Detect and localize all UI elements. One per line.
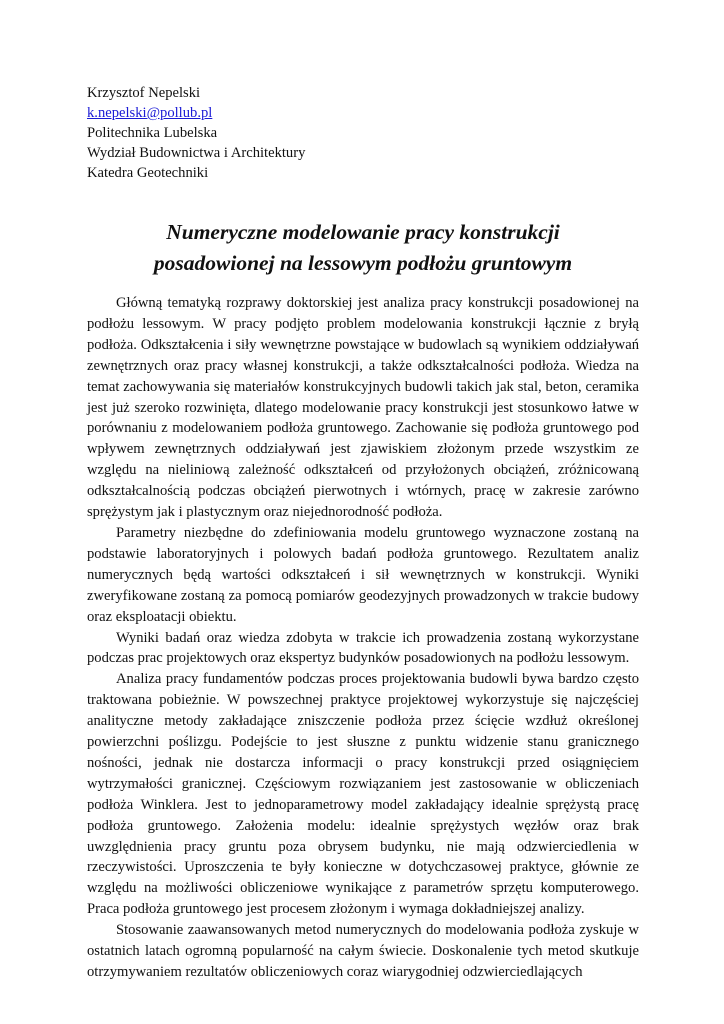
author-name: Krzysztof Nepelski: [87, 85, 201, 101]
paragraph-1: Główną tematyką rozprawy doktorskiej jest analiza pracy konstrukcji posadowionej na podłożu lessowym. W pracy podjęto problem modelowania konstrukcji łącznie z bryłą podłoża. Odkształcenia i siły wewnętrzne powstające w budowlach są wynikiem oddziaływań zewnętrznych oraz pracy własnej konstrukcji, a także odkształcalności podłoża. Wiedza na temat zachowywania się materiałów konstrukcyjnych budowli takich jak stal, beton, ceramika jest już szeroko rozwinięta, dlatego modelowanie pracy konstrukcji jest stosunkowo łatwe w porównaniu z modelowaniem podłoża gruntowego. Zachowanie się podłoża gruntowego pod wpływem zewnętrznych oddziaływań jest zjawiskiem złożonym przede wszystkim ze względu na nieliniową zależność odkształceń od przyłożonych obciążeń, zróżnicowaną odkształcalnością podczas obciążeń pierwotnych i wtórnych, pracę w zakresie zarówno sprężystym jak i plastycznym oraz niejednorodność podłoża.: [87, 295, 639, 521]
document-title: [87, 217, 639, 279]
document-body: [87, 293, 639, 983]
author-block: [87, 83, 647, 183]
author-faculty: Wydział Budownictwa i Architektury: [87, 145, 306, 161]
paragraph-5: Stosowanie zaawansowanych metod numerycznych do modelowania podłoża zyskuje w ostatnich latach ogromną popularność na całym świecie. Doskonalenie tych metod skutkuje otrzymywaniem rezultatów obliczeniowych coraz wiarygodniej odzwierciedlających: [87, 922, 639, 980]
title-line-1: Numeryczne modelowanie pracy konstrukcji: [166, 220, 560, 244]
title-line-2: posadowionej na lessowym podłożu gruntowym: [153, 251, 573, 275]
author-department: Katedra Geotechniki: [87, 165, 209, 181]
paragraph-2: Parametry niezbędne do zdefiniowania modelu gruntowego wyznaczone zostaną na podstawie laboratoryjnych i polowych badań podłoża gruntowego. Rezultatem analiz numerycznych będą wartości odkształceń i sił wewnętrznych w konstrukcji. Wyniki zweryfikowane zostaną za pomocą pomiarów geodezyjnych prowadzonych w trakcie budowy oraz eksploatacji obiektu.: [87, 524, 639, 625]
paragraph-3: Wyniki badań oraz wiedza zdobyta w trakcie ich prowadzenia zostaną wykorzystane podczas prac projektowych oraz ekspertyz budynków posadowionych na podłożu lessowym.: [87, 629, 639, 667]
author-university: Politechnika Lubelska: [87, 125, 218, 141]
paragraph-4: Analiza pracy fundamentów podczas proces projektowania budowli bywa bardzo często traktowana pobieżnie. W powszechnej praktyce projektowej wykorzystuje się najczęściej analityczne metody zakładające zniszczenie podłoża przez ścięcie wzdłuż określonej powierzchni poślizgu. Podejście to jest słuszne z punktu widzenie stanu granicznego nośności, jednak nie dostarcza informacji o pracy konstrukcji przed osiągnięciem wytrzymałości granicznej. Częściowym rozwiązaniem jest zastosowanie w obliczeniach podłoża Winklera. Jest to jednoparametrowy model zakładający idealnie sprężystą pracę podłoża gruntowego. Założenia modelu: idealnie sprężystych węzłów oraz brak uwzględnienia pracy gruntu poza obrysem budynku, nie mają odzwierciedlenia w rzeczywistości. Uproszczenia te były konieczne w dotychczasowej praktyce, głównie ze względu na możliwości obliczeniowe wynikające z parametrów sprzętu komputerowego. Praca podłoża gruntowego jest procesem złożonym i wymaga dokładniejszej analizy.: [87, 671, 639, 918]
author-email-link[interactable]: k.nepelski@pollub.pl: [87, 105, 213, 121]
